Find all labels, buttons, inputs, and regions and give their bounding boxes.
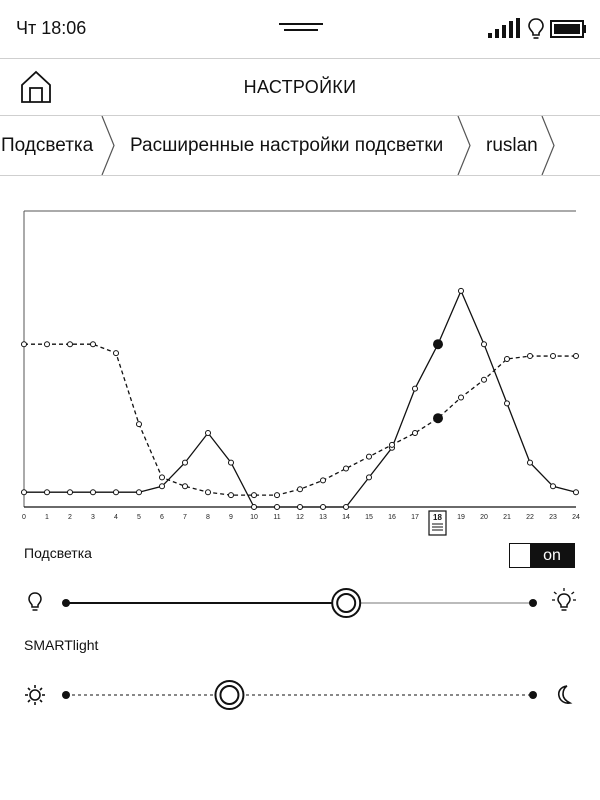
divider (0, 175, 600, 176)
battery-icon (550, 20, 588, 38)
backlight-slider[interactable] (0, 583, 600, 623)
series-0-point[interactable] (344, 505, 349, 510)
menu-handle-icon[interactable] (279, 20, 323, 34)
series-1-point[interactable] (344, 466, 349, 471)
series-1-point[interactable] (528, 354, 533, 359)
series-1-point[interactable] (137, 422, 142, 427)
series-line-0 (24, 291, 576, 507)
series-0-point[interactable] (413, 386, 418, 391)
smartlight-label: SMARTlight (24, 637, 99, 653)
series-0-point[interactable] (114, 490, 119, 495)
series-0-point[interactable] (22, 490, 27, 495)
series-0-point[interactable] (434, 340, 443, 349)
chevron-right-icon (456, 116, 474, 175)
x-tick-label: 16 (388, 514, 396, 521)
x-tick-label: 20 (480, 514, 488, 521)
series-1-point[interactable] (298, 487, 303, 492)
status-bar (0, 0, 600, 58)
x-tick-label: 7 (183, 514, 187, 521)
x-tick-label: 8 (206, 514, 210, 521)
x-tick-label: 11 (273, 514, 281, 521)
series-0-point[interactable] (275, 505, 280, 510)
x-tick-label: 4 (114, 514, 118, 521)
x-tick-label: 2 (68, 514, 72, 521)
series-1-point[interactable] (367, 454, 372, 459)
series-1-point[interactable] (459, 395, 464, 400)
x-tick-label: 21 (503, 514, 511, 521)
bulb-bright-icon (552, 588, 576, 610)
x-tick-label: 0 (22, 514, 26, 521)
status-time: Чт 18:06 (16, 18, 87, 38)
series-1-point[interactable] (91, 342, 96, 347)
series-1-point[interactable] (505, 357, 510, 362)
x-tick-label: 10 (250, 514, 258, 521)
x-tick-label: 22 (526, 514, 534, 521)
light-schedule-chart[interactable] (0, 195, 600, 540)
series-1-point[interactable] (183, 484, 188, 489)
backlight-toggle[interactable] (509, 543, 575, 568)
bulb-icon (527, 17, 545, 41)
series-0-point[interactable] (160, 484, 165, 489)
series-1-point[interactable] (45, 342, 50, 347)
toggle-on-label: on (530, 544, 574, 567)
slider-knob[interactable] (332, 589, 360, 617)
x-tick-label: 17 (411, 514, 419, 521)
series-0-point[interactable] (321, 505, 326, 510)
x-tick-label: 9 (229, 514, 233, 521)
moon-icon (559, 686, 570, 703)
series-0-point[interactable] (183, 460, 188, 465)
x-tick-label: 3 (91, 514, 95, 521)
x-tick-label: 13 (319, 514, 327, 521)
series-1-point[interactable] (275, 493, 280, 498)
series-0-point[interactable] (68, 490, 73, 495)
series-1-point[interactable] (413, 431, 418, 436)
breadcrumb-item-advanced[interactable]: Расширенные настройки подсветки (130, 135, 444, 156)
series-1-point[interactable] (252, 493, 257, 498)
series-1-point[interactable] (434, 414, 443, 423)
series-0-point[interactable] (137, 490, 142, 495)
x-tick-label: 5 (137, 514, 141, 521)
series-1-point[interactable] (574, 354, 579, 359)
page-title: НАСТРОЙКИ (243, 77, 357, 97)
series-1-point[interactable] (206, 490, 211, 495)
series-0-point[interactable] (482, 342, 487, 347)
signal-icon (488, 18, 522, 40)
x-tick-label: 19 (457, 514, 465, 521)
x-tick-label: 1 (45, 514, 49, 521)
series-0-point[interactable] (252, 505, 257, 510)
series-0-point[interactable] (91, 490, 96, 495)
series-1-point[interactable] (551, 354, 556, 359)
chevron-right-icon (540, 116, 558, 175)
series-0-point[interactable] (528, 460, 533, 465)
x-tick-label: 24 (572, 514, 580, 521)
current-hour-label: 18 (433, 513, 442, 522)
x-tick-label: 14 (342, 514, 350, 521)
series-0-point[interactable] (367, 475, 372, 480)
series-1-point[interactable] (160, 475, 165, 480)
series-1-point[interactable] (22, 342, 27, 347)
header (0, 59, 600, 115)
chevron-right-icon (100, 116, 118, 175)
x-tick-label: 15 (365, 514, 373, 521)
x-tick-label: 6 (160, 514, 164, 521)
series-0-point[interactable] (298, 505, 303, 510)
series-1-point[interactable] (321, 478, 326, 483)
series-0-point[interactable] (229, 460, 234, 465)
series-1-point[interactable] (114, 351, 119, 356)
bulb-dim-icon (29, 593, 41, 610)
sun-icon (25, 685, 45, 705)
slider-knob[interactable] (215, 681, 243, 709)
series-0-point[interactable] (574, 490, 579, 495)
breadcrumb-item-profile[interactable]: ruslan (486, 135, 538, 156)
backlight-label: Подсветка (24, 545, 92, 561)
x-tick-label: 23 (549, 514, 557, 521)
breadcrumb-item-backlight[interactable]: Подсветка (1, 135, 94, 156)
series-1-point[interactable] (390, 442, 395, 447)
series-1-point[interactable] (229, 493, 234, 498)
series-0-point[interactable] (505, 401, 510, 406)
series-1-point[interactable] (68, 342, 73, 347)
series-1-point[interactable] (482, 377, 487, 382)
smartlight-slider[interactable] (0, 675, 600, 715)
x-tick-label: 12 (296, 514, 304, 521)
series-0-point[interactable] (206, 431, 211, 436)
series-0-point[interactable] (551, 484, 556, 489)
series-0-point[interactable] (45, 490, 50, 495)
series-0-point[interactable] (459, 288, 464, 293)
breadcrumb (0, 116, 600, 175)
